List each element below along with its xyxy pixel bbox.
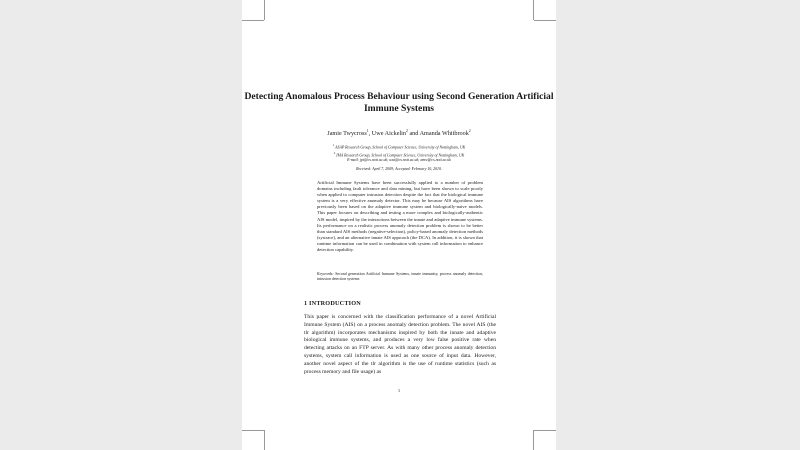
paper-title: Detecting Anomalous Process Behaviour using Second Generation Artificial Immune Systems (244, 91, 554, 114)
page-number: 1 (397, 388, 401, 393)
crop-mark (242, 20, 264, 21)
keywords (317, 272, 483, 282)
affiliation-mark: 2 (333, 150, 336, 155)
email-line: E-mail: jpt@cs.nott.ac.uk; uxa@cs.nott.ac.uk; amw@cs.nott.ac.uk (347, 158, 451, 162)
affiliation-text: ASAP Research Group, School of Computer Science, University of Nottingham, UK (335, 145, 466, 150)
author-affiliation-mark: 2 (468, 129, 471, 133)
author-name: Uwe Aickelin (371, 130, 406, 138)
author-name: Amanda Whitbrook (419, 130, 469, 138)
paper-page (242, 0, 556, 450)
crop-mark (264, 430, 265, 450)
crop-mark (242, 430, 264, 431)
author-list (242, 127, 556, 138)
author-affiliation-mark: 1 (366, 129, 369, 133)
crop-mark (533, 430, 534, 450)
affiliation-text: IMA Research Group, School of Computer Science, University of Nottingham, UK (336, 152, 465, 157)
affiliation-line (242, 143, 556, 151)
affiliations (242, 143, 556, 163)
introduction-text: This paper is concerned with the classification performance of a novel Artificial Immune System (AIS) on a process anomaly detection problem. The novel AIS (the tlr algorithm) incorporates mechanisms inspired by both the innate and adaptive biological immune systems, and produces a very low false positive rate when detecting attacks on an FTP server. As with many other process anomaly detection systems, system call information is used as one source of input data. However, another novel aspect of the tlr algorithm is the use of runtime statistics (such as process memory and file usage) as (304, 314, 496, 375)
crop-mark (264, 0, 265, 20)
crop-mark (533, 0, 534, 20)
crop-mark (534, 430, 556, 431)
abstract: Artificial Immune Systems have been successfully applied to a number of problem domains including fault tolerance and data mining, but have been shown to scale poorly when applied to computer intrusion detection despite the fact that the biological immune system is a very effective anomaly detector. This may be because AIS algorithms have previously been based on the adaptive immune system and biologically-naive models. This paper focuses on describing and testing a more complex and biologically-authentic AIS model, inspired by the interactions between the innate and adaptive immune systems. Its performance on a realistic process anomaly detection problem is shown to be better than standard AIS methods (negative-selection), policy-based anomaly detection methods (systrace), and an alternative innate AIS approach (the DCA). In addition, it is shown that runtime information can be used in combination with system call information to enhance detection capability. (317, 180, 483, 253)
crop-mark (534, 20, 556, 21)
author-affiliation-mark: 2 (405, 129, 408, 133)
section-heading: 1 INTRODUCTION (304, 300, 361, 307)
affiliation-line (242, 151, 556, 159)
affiliation-mark: 1 (332, 143, 335, 147)
author-name: Jamie Twycross (327, 130, 367, 138)
keywords-text: Second generation Artificial Immune Systems, innate immunity, process anomaly detection, intrusion detection systems (317, 272, 483, 282)
received-dates: Received: April 7, 2009; Accepted: February 10, 2010. (356, 167, 442, 171)
author-and: and (407, 130, 420, 138)
keywords-label: Keywords: (317, 272, 334, 276)
author-separator: , (368, 130, 372, 138)
